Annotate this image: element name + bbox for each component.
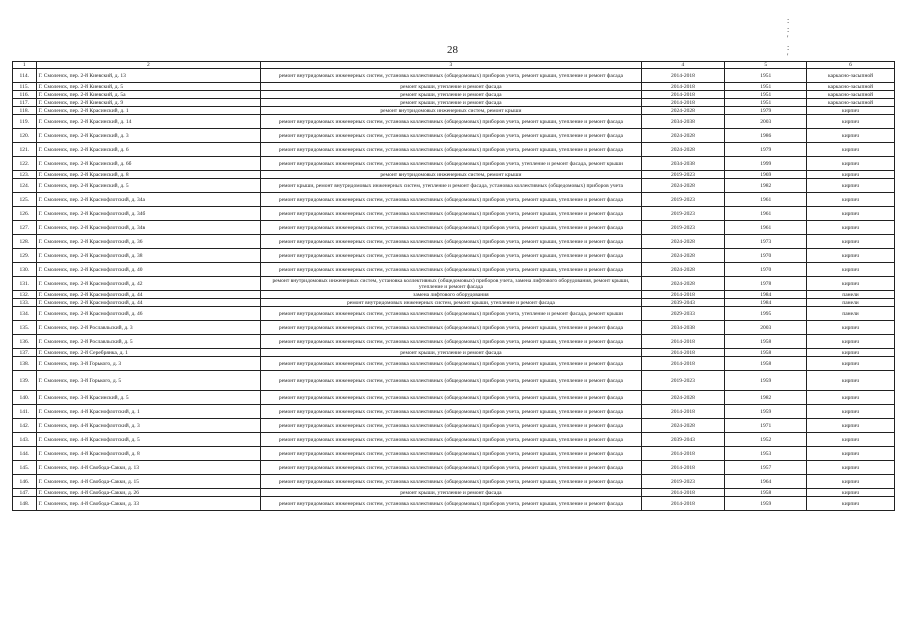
- address-cell: Г. Смоленск, пер. 4-й Свобода-Сакки, д. 13: [36, 461, 261, 475]
- address-cell: Г. Смоленск, пер. 2-й Краснофлотский, д. 42: [36, 277, 261, 291]
- build-year-cell: 1969: [725, 171, 807, 179]
- table-row: [13, 497, 895, 511]
- work-types-cell: ремонт крыши, утепление и ремонт фасада: [261, 99, 641, 107]
- address-cell: Г. Смоленск, пер. 2-й Киевский, д. 5: [36, 83, 261, 91]
- work-types-cell: ремонт внутридомовых инженерных систем, установка коллективных (общедомовых) приборов учета, замена лифтового оборудования, ремонт крыши, утепление и ремонт фасада: [261, 277, 641, 291]
- work-types-cell: ремонт внутридомовых инженерных систем, установка коллективных (общедомовых) приборов учета, ремонт крыши, утепление и ремонт фасада: [261, 371, 641, 391]
- wall-material-cell: кирпич: [807, 489, 895, 497]
- address-cell: Г. Смоленск, пер. 2-й Красинский, д. 6б: [36, 157, 261, 171]
- wall-material-cell: каркасно-засыпной: [807, 99, 895, 107]
- build-year-cell: 1964: [725, 475, 807, 489]
- planned-period-cell: 2019-2023: [641, 207, 725, 221]
- work-types-cell: ремонт внутридомовых инженерных систем, ремонт крыши: [261, 171, 641, 179]
- row-number-cell: 144.: [13, 447, 37, 461]
- build-year-cell: 2003: [725, 321, 807, 335]
- address-cell: Г. Смоленск, пер. 4-й Свобода-Сакки, д. 15: [36, 475, 261, 489]
- row-number-cell: 127.: [13, 221, 37, 235]
- wall-material-cell: кирпич: [807, 321, 895, 335]
- work-types-cell: ремонт крыши, утепление и ремонт фасада: [261, 91, 641, 99]
- margin-mark: ': [787, 34, 789, 43]
- table-row: [13, 221, 895, 235]
- table-row: [13, 83, 895, 91]
- planned-period-cell: 2024-2028: [641, 391, 725, 405]
- work-types-cell: ремонт внутридомовых инженерных систем, установка коллективных (общедомовых) приборов учета, ремонт крыши, утепление и ремонт фасада: [261, 235, 641, 249]
- work-types-cell: ремонт крыши, ремонт внутридомовых инженерных систем, утепление и ремонт фасада, установка коллективных (общедомовых) приборов учета: [261, 179, 641, 193]
- planned-period-cell: 2014-2018: [641, 497, 725, 511]
- build-year-cell: 1961: [725, 221, 807, 235]
- build-year-cell: 1971: [725, 419, 807, 433]
- column-number-row: [13, 62, 895, 69]
- wall-material-cell: кирпич: [807, 107, 895, 115]
- build-year-cell: 1961: [725, 193, 807, 207]
- wall-material-cell: кирпич: [807, 235, 895, 249]
- work-types-cell: ремонт внутридомовых инженерных систем, установка коллективных (общедомовых) приборов учета, ремонт крыши, утепление и ремонт фасада: [261, 461, 641, 475]
- planned-period-cell: 2019-2023: [641, 475, 725, 489]
- work-types-cell: ремонт внутридомовых инженерных систем, установка коллективных (общедомовых) приборов учета, ремонт крыши, утепление и ремонт фасада: [261, 405, 641, 419]
- table-row: [13, 91, 895, 99]
- table-row: [13, 277, 895, 291]
- row-number-cell: 132.: [13, 291, 37, 299]
- row-number-cell: 148.: [13, 497, 37, 511]
- work-types-cell: ремонт крыши, утепление и ремонт фасада: [261, 83, 641, 91]
- wall-material-cell: кирпич: [807, 263, 895, 277]
- row-number-cell: 146.: [13, 475, 37, 489]
- table-row: [13, 249, 895, 263]
- wall-material-cell: кирпич: [807, 371, 895, 391]
- row-number-cell: 117.: [13, 99, 37, 107]
- address-cell: Г. Смоленск, пер. 2-й Краснофлотский, д. 36: [36, 235, 261, 249]
- row-number-cell: 128.: [13, 235, 37, 249]
- table-row: [13, 475, 895, 489]
- column-header: 4: [641, 62, 725, 69]
- work-types-cell: ремонт внутридомовых инженерных систем, установка коллективных (общедомовых) приборов учета, ремонт крыши, утепление и ремонт фасада: [261, 433, 641, 447]
- column-header: 5: [725, 62, 807, 69]
- column-header: 6: [807, 62, 895, 69]
- build-year-cell: 1958: [725, 489, 807, 497]
- table-row: [13, 291, 895, 299]
- build-year-cell: 1952: [725, 433, 807, 447]
- table-row: [13, 489, 895, 497]
- planned-period-cell: 2014-2018: [641, 349, 725, 357]
- planned-period-cell: 2024-2028: [641, 263, 725, 277]
- address-cell: Г. Смоленск, пер. 4-й Свобода-Сакки, д. 26: [36, 489, 261, 497]
- planned-period-cell: 2014-2018: [641, 405, 725, 419]
- housing-repair-table: [12, 61, 895, 511]
- work-types-cell: ремонт внутридомовых инженерных систем, ремонт крыши: [261, 107, 641, 115]
- wall-material-cell: кирпич: [807, 447, 895, 461]
- build-year-cell: 1984: [725, 299, 807, 307]
- planned-period-cell: 2024-2028: [641, 179, 725, 193]
- build-year-cell: 1959: [725, 497, 807, 511]
- address-cell: Г. Смоленск, пер. 3-й Горького, д. 5: [36, 371, 261, 391]
- wall-material-cell: панели: [807, 299, 895, 307]
- row-number-cell: 140.: [13, 391, 37, 405]
- wall-material-cell: кирпич: [807, 157, 895, 171]
- planned-period-cell: 2019-2023: [641, 193, 725, 207]
- work-types-cell: ремонт внутридомовых инженерных систем, установка коллективных (общедомовых) приборов учета, утепление и ремонт фасада, ремонт крыши: [261, 157, 641, 171]
- table-row: [13, 349, 895, 357]
- address-cell: Г. Смоленск, пер. 2-й Краснофлотский, д. 44: [36, 291, 261, 299]
- table-row: [13, 129, 895, 143]
- column-header: 2: [36, 62, 261, 69]
- address-cell: Г. Смоленск, пер. 2-й Красинский, д. 8: [36, 171, 261, 179]
- table-row: [13, 433, 895, 447]
- wall-material-cell: кирпич: [807, 249, 895, 263]
- margin-mark: ': [787, 52, 789, 61]
- wall-material-cell: панели: [807, 307, 895, 321]
- work-types-cell: ремонт внутридомовых инженерных систем, установка коллективных (общедомовых) приборов учета, ремонт крыши, утепление и ремонт фасада: [261, 447, 641, 461]
- build-year-cell: 1978: [725, 277, 807, 291]
- table-row: [13, 171, 895, 179]
- work-types-cell: ремонт внутридомовых инженерных систем, установка коллективных (общедомовых) приборов учета, ремонт крыши, утепление и ремонт фасада: [261, 143, 641, 157]
- table-row: [13, 307, 895, 321]
- wall-material-cell: кирпич: [807, 419, 895, 433]
- table-row: [13, 179, 895, 193]
- address-cell: Г. Смоленск, пер. 4-й Краснофлотский, д. 1: [36, 405, 261, 419]
- build-year-cell: 1951: [725, 99, 807, 107]
- planned-period-cell: 2014-2018: [641, 489, 725, 497]
- row-number-cell: 123.: [13, 171, 37, 179]
- address-cell: Г. Смоленск, пер. 2-й Краснофлотский, д. 46: [36, 307, 261, 321]
- row-number-cell: 118.: [13, 107, 37, 115]
- wall-material-cell: каркасно-засыпной: [807, 69, 895, 83]
- address-cell: Г. Смоленск, пер. 2-й Краснофлотский, д. 34б: [36, 207, 261, 221]
- margin-mark: :: [787, 16, 790, 25]
- planned-period-cell: 2014-2018: [641, 83, 725, 91]
- row-number-cell: 139.: [13, 371, 37, 391]
- table-row: [13, 335, 895, 349]
- row-number-cell: 115.: [13, 83, 37, 91]
- planned-period-cell: 2024-2028: [641, 235, 725, 249]
- row-number-cell: 147.: [13, 489, 37, 497]
- table-row: [13, 107, 895, 115]
- work-types-cell: ремонт крыши, утепление и ремонт фасада: [261, 349, 641, 357]
- row-number-cell: 116.: [13, 91, 37, 99]
- work-types-cell: ремонт внутридомовых инженерных систем, установка коллективных (общедомовых) приборов учета, ремонт крыши, утепление и ремонт фасада: [261, 115, 641, 129]
- planned-period-cell: 2019-2023: [641, 221, 725, 235]
- wall-material-cell: кирпич: [807, 115, 895, 129]
- build-year-cell: 1999: [725, 157, 807, 171]
- wall-material-cell: каркасно-засыпной: [807, 91, 895, 99]
- build-year-cell: 1959: [725, 405, 807, 419]
- build-year-cell: 1951: [725, 69, 807, 83]
- build-year-cell: 1951: [725, 91, 807, 99]
- build-year-cell: 1951: [725, 83, 807, 91]
- work-types-cell: ремонт внутридомовых инженерных систем, установка коллективных (общедомовых) приборов учета, ремонт крыши, утепление и ремонт фасада: [261, 207, 641, 221]
- planned-period-cell: 2014-2018: [641, 91, 725, 99]
- wall-material-cell: кирпич: [807, 171, 895, 179]
- column-header: 1: [13, 62, 37, 69]
- planned-period-cell: 2014-2018: [641, 291, 725, 299]
- table-row: [13, 419, 895, 433]
- work-types-cell: ремонт внутридомовых инженерных систем, установка коллективных (общедомовых) приборов учета, ремонт крыши, утепление и ремонт фасада: [261, 221, 641, 235]
- work-types-cell: ремонт внутридомовых инженерных систем, установка коллективных (общедомовых) приборов учета, ремонт крыши, утепление и ремонт фасада: [261, 497, 641, 511]
- address-cell: Г. Смоленск, пер. 2-й Красинский, д. 3: [36, 129, 261, 143]
- work-types-cell: ремонт внутридомовых инженерных систем, установка коллективных (общедомовых) приборов учета, утепление и ремонт фасада, ремонт крыши: [261, 307, 641, 321]
- planned-period-cell: 2024-2028: [641, 419, 725, 433]
- table-row: [13, 157, 895, 171]
- address-cell: Г. Смоленск, пер. 2-й Киевский, д. 13: [36, 69, 261, 83]
- row-number-cell: 125.: [13, 193, 37, 207]
- wall-material-cell: кирпич: [807, 193, 895, 207]
- row-number-cell: 121.: [13, 143, 37, 157]
- planned-period-cell: 2029-2033: [641, 307, 725, 321]
- work-types-cell: ремонт внутридомовых инженерных систем, установка коллективных (общедомовых) приборов учета, ремонт крыши, утепление и ремонт фасада: [261, 69, 641, 83]
- build-year-cell: 1961: [725, 207, 807, 221]
- table-row: [13, 447, 895, 461]
- build-year-cell: 1982: [725, 179, 807, 193]
- wall-material-cell: кирпич: [807, 221, 895, 235]
- address-cell: Г. Смоленск, пер. 2-й Краснофлотский, д. 38: [36, 249, 261, 263]
- work-types-cell: ремонт внутридомовых инженерных систем, установка коллективных (общедомовых) приборов учета, ремонт крыши, утепление и ремонт фасада: [261, 249, 641, 263]
- wall-material-cell: панели: [807, 291, 895, 299]
- address-cell: Г. Смоленск, пер. 4-й Краснофлотский, д. 3: [36, 419, 261, 433]
- table-row: [13, 207, 895, 221]
- planned-period-cell: 2014-2018: [641, 357, 725, 371]
- build-year-cell: 1984: [725, 291, 807, 299]
- row-number-cell: 136.: [13, 335, 37, 349]
- address-cell: Г. Смоленск, пер. 4-й Свобода-Сакки, д. 33: [36, 497, 261, 511]
- address-cell: Г. Смоленск, пер. 3-й Горького, д. 3: [36, 357, 261, 371]
- wall-material-cell: кирпич: [807, 475, 895, 489]
- wall-material-cell: кирпич: [807, 335, 895, 349]
- build-year-cell: 1982: [725, 391, 807, 405]
- row-number-cell: 130.: [13, 263, 37, 277]
- work-types-cell: ремонт внутридомовых инженерных систем, установка коллективных (общедомовых) приборов учета, ремонт крыши, утепление и ремонт фасада: [261, 475, 641, 489]
- planned-period-cell: 2014-2018: [641, 69, 725, 83]
- page-number: 28: [447, 44, 458, 56]
- row-number-cell: 145.: [13, 461, 37, 475]
- table-row: [13, 391, 895, 405]
- planned-period-cell: 2039-2043: [641, 299, 725, 307]
- work-types-cell: ремонт внутридомовых инженерных систем, установка коллективных (общедомовых) приборов учета, ремонт крыши, утепление и ремонт фасада: [261, 321, 641, 335]
- planned-period-cell: 2034-2038: [641, 115, 725, 129]
- address-cell: Г. Смоленск, пер. 4-й Краснофлотский, д. 5: [36, 433, 261, 447]
- build-year-cell: 1958: [725, 335, 807, 349]
- margin-mark: :: [787, 25, 790, 34]
- planned-period-cell: 2039-2043: [641, 433, 725, 447]
- planned-period-cell: 2014-2018: [641, 461, 725, 475]
- address-cell: Г. Смоленск, пер. 2-й Красинский, д. 6: [36, 143, 261, 157]
- build-year-cell: 1979: [725, 107, 807, 115]
- table-row: [13, 143, 895, 157]
- build-year-cell: 1958: [725, 357, 807, 371]
- row-number-cell: 133.: [13, 299, 37, 307]
- address-cell: Г. Смоленск, пер. 4-й Краснофлотский, д. 8: [36, 447, 261, 461]
- table-row: [13, 263, 895, 277]
- wall-material-cell: каркасно-засыпной: [807, 83, 895, 91]
- address-cell: Г. Смоленск, пер. 2-й Рославльский, д. 5: [36, 335, 261, 349]
- address-cell: Г. Смоленск, пер. 2-й Красинский, д. 5: [36, 179, 261, 193]
- work-types-cell: ремонт внутридомовых инженерных систем, установка коллективных (общедомовых) приборов учета, ремонт крыши, утепление и ремонт фасада: [261, 391, 641, 405]
- address-cell: Г. Смоленск, пер. 3-й Красинский, д. 5: [36, 391, 261, 405]
- work-types-cell: ремонт внутридомовых инженерных систем, установка коллективных (общедомовых) приборов учета, ремонт крыши, утепление и ремонт фасада: [261, 129, 641, 143]
- work-types-cell: ремонт внутридомовых инженерных систем, установка коллективных (общедомовых) приборов учета, ремонт крыши, утепление и ремонт фасада: [261, 263, 641, 277]
- planned-period-cell: 2024-2028: [641, 129, 725, 143]
- work-types-cell: ремонт внутридомовых инженерных систем, установка коллективных (общедомовых) приборов учета, ремонт крыши, утепление и ремонт фасада: [261, 193, 641, 207]
- build-year-cell: 1953: [725, 447, 807, 461]
- address-cell: Г. Смоленск, пер. 2-й Рославльский, д. 3: [36, 321, 261, 335]
- row-number-cell: 120.: [13, 129, 37, 143]
- row-number-cell: 143.: [13, 433, 37, 447]
- planned-period-cell: 2024-2028: [641, 249, 725, 263]
- planned-period-cell: 2014-2018: [641, 335, 725, 349]
- row-number-cell: 129.: [13, 249, 37, 263]
- row-number-cell: 126.: [13, 207, 37, 221]
- build-year-cell: 1958: [725, 349, 807, 357]
- wall-material-cell: кирпич: [807, 129, 895, 143]
- margin-mark: :: [787, 43, 790, 52]
- build-year-cell: 1979: [725, 143, 807, 157]
- row-number-cell: 122.: [13, 157, 37, 171]
- build-year-cell: 2003: [725, 115, 807, 129]
- row-number-cell: 114.: [13, 69, 37, 83]
- planned-period-cell: 2014-2018: [641, 99, 725, 107]
- wall-material-cell: кирпич: [807, 405, 895, 419]
- build-year-cell: 1973: [725, 235, 807, 249]
- table-body: [13, 69, 895, 511]
- wall-material-cell: кирпич: [807, 349, 895, 357]
- row-number-cell: 142.: [13, 419, 37, 433]
- build-year-cell: 1970: [725, 263, 807, 277]
- address-cell: Г. Смоленск, пер. 2-й Красинский, д. 1: [36, 107, 261, 115]
- planned-period-cell: 2024-2028: [641, 143, 725, 157]
- row-number-cell: 138.: [13, 357, 37, 371]
- table-row: [13, 371, 895, 391]
- planned-period-cell: 2024-2028: [641, 107, 725, 115]
- margin-marks: [787, 16, 793, 61]
- address-cell: Г. Смоленск, пер. 2-й Красинский, д. 14: [36, 115, 261, 129]
- work-types-cell: замена лифтового оборудования: [261, 291, 641, 299]
- work-types-cell: ремонт внутридомовых инженерных систем, установка коллективных (общедомовых) приборов учета, ремонт крыши, утепление и ремонт фасада: [261, 357, 641, 371]
- wall-material-cell: кирпич: [807, 143, 895, 157]
- address-cell: Г. Смоленск, пер. 2-й Киевский, д. 5а: [36, 91, 261, 99]
- planned-period-cell: 2019-2023: [641, 171, 725, 179]
- table-row: [13, 193, 895, 207]
- planned-period-cell: 2019-2023: [641, 371, 725, 391]
- wall-material-cell: кирпич: [807, 207, 895, 221]
- table-row: [13, 235, 895, 249]
- address-cell: Г. Смоленск, пер. 2-й Краснофлотский, д. 44: [36, 299, 261, 307]
- wall-material-cell: кирпич: [807, 179, 895, 193]
- table-row: [13, 357, 895, 371]
- build-year-cell: 1986: [725, 129, 807, 143]
- work-types-cell: ремонт крыши, утепление и ремонт фасада: [261, 489, 641, 497]
- table-row: [13, 115, 895, 129]
- address-cell: Г. Смоленск, пер. 2-й Киевский, д. 9: [36, 99, 261, 107]
- wall-material-cell: кирпич: [807, 461, 895, 475]
- wall-material-cell: кирпич: [807, 357, 895, 371]
- planned-period-cell: 2034-2038: [641, 157, 725, 171]
- address-cell: Г. Смоленск, пер. 2-й Краснофлотский, д. 34в: [36, 221, 261, 235]
- row-number-cell: 131.: [13, 277, 37, 291]
- address-cell: Г. Смоленск, пер. 2-й Серебрянка, д. 1: [36, 349, 261, 357]
- row-number-cell: 119.: [13, 115, 37, 129]
- table-row: [13, 69, 895, 83]
- planned-period-cell: 2014-2018: [641, 447, 725, 461]
- address-cell: Г. Смоленск, пер. 2-й Краснофлотский, д. 34а: [36, 193, 261, 207]
- row-number-cell: 135.: [13, 321, 37, 335]
- wall-material-cell: кирпич: [807, 391, 895, 405]
- planned-period-cell: 2024-2028: [641, 277, 725, 291]
- table-row: [13, 405, 895, 419]
- table-row: [13, 99, 895, 107]
- wall-material-cell: кирпич: [807, 277, 895, 291]
- build-year-cell: 1970: [725, 249, 807, 263]
- table-row: [13, 461, 895, 475]
- work-types-cell: ремонт внутридомовых инженерных систем, установка коллективных (общедомовых) приборов учета, ремонт крыши, утепление и ремонт фасада: [261, 419, 641, 433]
- wall-material-cell: кирпич: [807, 497, 895, 511]
- work-types-cell: ремонт внутридомовых инженерных систем, ремонт крыши, утепление и ремонт фасада: [261, 299, 641, 307]
- wall-material-cell: кирпич: [807, 433, 895, 447]
- planned-period-cell: 2034-2038: [641, 321, 725, 335]
- address-cell: Г. Смоленск, пер. 2-й Краснофлотский, д. 40: [36, 263, 261, 277]
- build-year-cell: 1957: [725, 461, 807, 475]
- column-header: 3: [261, 62, 641, 69]
- table-row: [13, 299, 895, 307]
- row-number-cell: 124.: [13, 179, 37, 193]
- row-number-cell: 137.: [13, 349, 37, 357]
- build-year-cell: 1959: [725, 371, 807, 391]
- row-number-cell: 134.: [13, 307, 37, 321]
- table-row: [13, 321, 895, 335]
- build-year-cell: 1995: [725, 307, 807, 321]
- row-number-cell: 141.: [13, 405, 37, 419]
- work-types-cell: ремонт внутридомовых инженерных систем, установка коллективных (общедомовых) приборов учета, ремонт крыши, утепление и ремонт фасада: [261, 335, 641, 349]
